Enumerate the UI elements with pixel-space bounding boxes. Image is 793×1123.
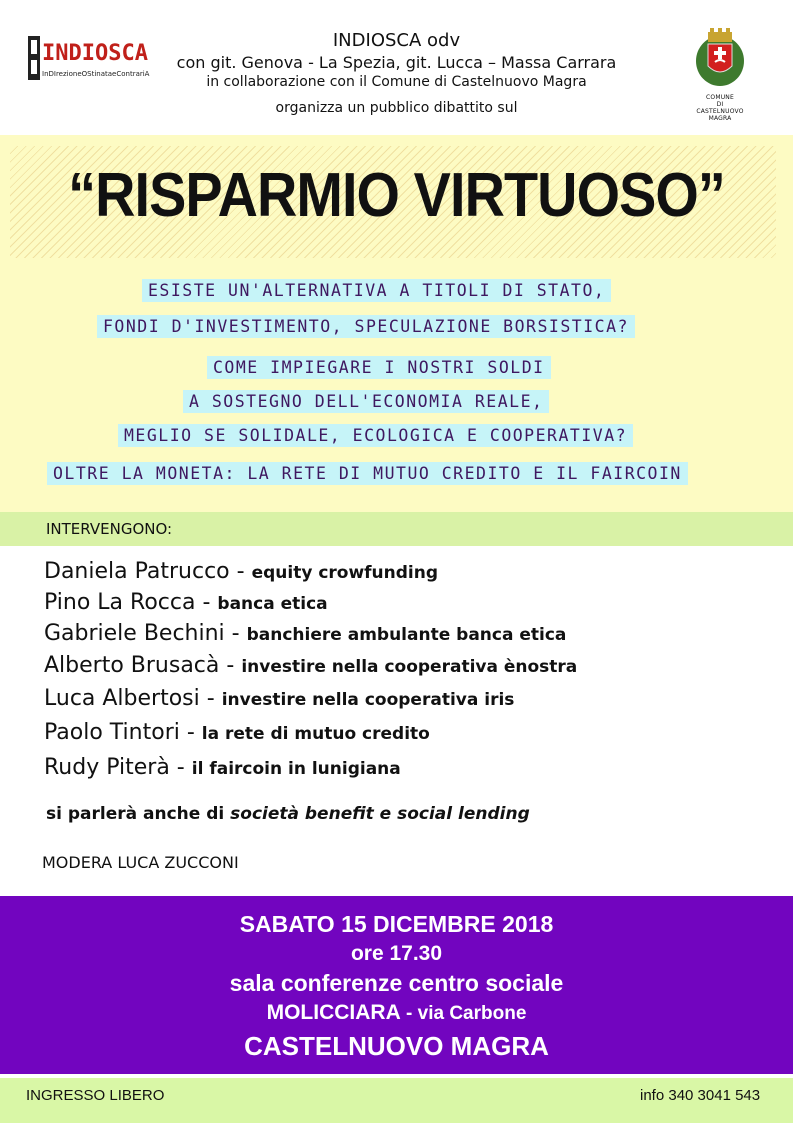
speaker-row: Alberto Brusacà - investire nella cooperativa ènostra bbox=[44, 653, 578, 678]
speaker-topic: la rete di mutuo credito bbox=[201, 724, 430, 744]
crest-caption-2: DI bbox=[716, 101, 724, 108]
speaker-name: Gabriele Bechini bbox=[44, 621, 225, 646]
crest-caption-1: COMUNE bbox=[706, 94, 734, 101]
speakers-label: INTERVENGONO: bbox=[46, 520, 173, 538]
question-6: OLTRE LA MONETA: LA RETE DI MUTUO CREDITO E IL FAIRCOIN bbox=[47, 462, 688, 485]
speaker-row: Daniela Patrucco - equity crowfunding bbox=[44, 559, 439, 584]
organizer-name: INDIOSCA odv bbox=[332, 30, 461, 51]
speaker-name: Alberto Brusacà bbox=[44, 653, 220, 678]
event-venue: sala conferenze centro sociale bbox=[229, 970, 564, 996]
speaker-row: Rudy Piterà - il faircoin in lunigiana bbox=[44, 755, 401, 780]
event-title: “RISPARMIO VIRTUOSO” bbox=[68, 161, 725, 230]
speaker-name: Paolo Tintori bbox=[44, 720, 180, 745]
question-5: MEGLIO SE SOLIDALE, ECOLOGICA E COOPERATIVA? bbox=[118, 424, 633, 447]
free-entry: INGRESSO LIBERO bbox=[26, 1087, 165, 1104]
contact-info: info 340 3041 543 bbox=[640, 1087, 761, 1104]
speaker-name: Luca Albertosi bbox=[44, 686, 200, 711]
speaker-name: Pino La Rocca bbox=[44, 590, 196, 615]
moderator-line: MODERA LUCA ZUCCONI bbox=[42, 853, 239, 872]
question-1: ESISTE UN'ALTERNATIVA A TITOLI DI STATO, bbox=[142, 279, 611, 302]
speaker-topic: investire nella cooperativa ènostra bbox=[241, 657, 578, 677]
speaker-topic: banchiere ambulante banca etica bbox=[246, 625, 567, 645]
intro-line: organizza un pubblico dibattito sul bbox=[275, 100, 518, 116]
logo-subtext: InDIrezioneOStinataeContrariA bbox=[42, 70, 150, 78]
speaker-topic: equity crowfunding bbox=[251, 563, 439, 583]
question-4: A SOSTEGNO DELL'ECONOMIA REALE, bbox=[183, 390, 549, 413]
speaker-row: Pino La Rocca - banca etica bbox=[44, 590, 328, 615]
speaker-name: Rudy Piterà bbox=[44, 755, 170, 780]
collaboration-line: in collaborazione con il Comune di Castelnuovo Magra bbox=[206, 74, 587, 90]
event-town: CASTELNUOVO MAGRA bbox=[244, 1031, 549, 1061]
question-3: COME IMPIEGARE I NOSTRI SOLDI bbox=[207, 356, 551, 379]
speaker-topic: il faircoin in lunigiana bbox=[191, 759, 401, 779]
crest-caption-3: CASTELNUOVO MAGRA bbox=[696, 108, 744, 122]
logo-text: INDIOSCA bbox=[42, 41, 148, 66]
event-time: ore 17.30 bbox=[350, 942, 443, 965]
event-place: MOLICCIARA - via Carbone bbox=[266, 1001, 527, 1024]
crest-icon bbox=[690, 28, 750, 90]
speaker-topic: banca etica bbox=[217, 594, 328, 614]
speaker-row: Luca Albertosi - investire nella cooperativa iris bbox=[44, 686, 515, 711]
additional-topics-note: si parlerà anche di società benefit e social lending bbox=[46, 804, 530, 824]
speaker-row: Paolo Tintori - la rete di mutuo credito bbox=[44, 720, 430, 745]
speaker-topic: investire nella cooperativa iris bbox=[221, 690, 515, 710]
speaker-name: Daniela Patrucco bbox=[44, 559, 230, 584]
speaker-row: Gabriele Bechini - banchiere ambulante banca etica bbox=[44, 621, 567, 646]
partners-line: con git. Genova - La Spezia, git. Lucca – Massa Carrara bbox=[176, 53, 617, 72]
event-date: SABATO 15 DICEMBRE 2018 bbox=[239, 911, 554, 937]
question-2: FONDI D'INVESTIMENTO, SPECULAZIONE BORSISTICA? bbox=[97, 315, 635, 338]
municipal-crest bbox=[690, 28, 750, 122]
